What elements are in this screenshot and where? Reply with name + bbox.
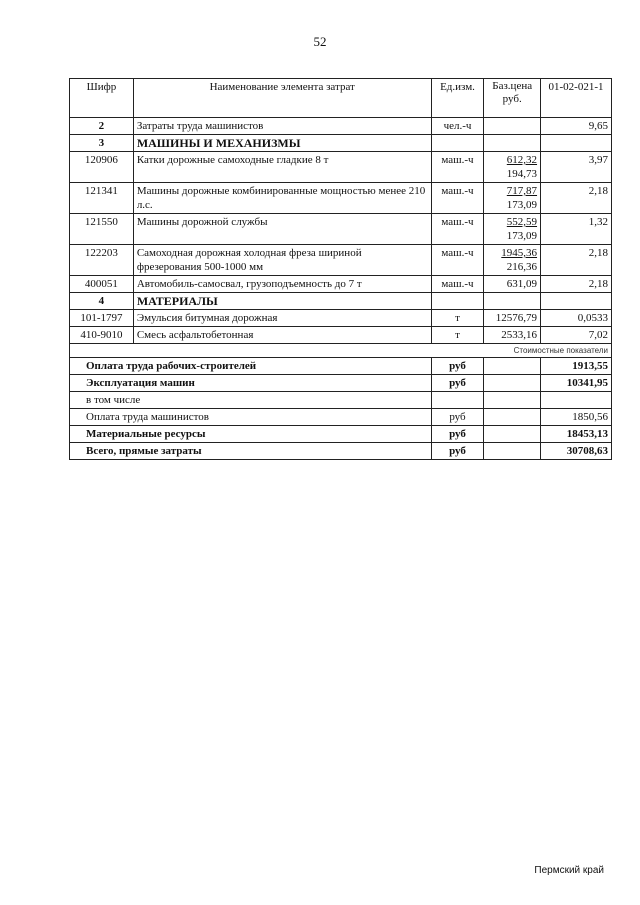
- cost-indicators-caption: Стоимостные показатели: [70, 344, 612, 358]
- row-value: 2,18: [541, 276, 612, 293]
- row-code: 101-1797: [70, 310, 134, 327]
- row-unit: т: [431, 310, 484, 327]
- row-value: 3,97: [541, 152, 612, 183]
- row-value: 2,18: [541, 183, 612, 214]
- row-price-labor: 194,73: [506, 168, 538, 180]
- table-row: [70, 214, 612, 245]
- caption-row: [70, 344, 612, 358]
- summary-row: [70, 358, 612, 375]
- row-code: 121341: [70, 183, 134, 214]
- row-price: [484, 152, 541, 183]
- summary-value: 10341,95: [541, 375, 612, 392]
- row-name: Самоходная дорожная холодная фреза шириной фрезерования 500-1000 мм: [133, 245, 431, 276]
- table-header-row: [70, 79, 612, 118]
- summary-name: Материальные ресурсы: [70, 426, 432, 443]
- page-number: 52: [313, 34, 327, 49]
- row-value: 9,65: [541, 118, 612, 135]
- table-row: [70, 152, 612, 183]
- summary-unit: руб: [431, 358, 484, 375]
- summary-unit: руб: [431, 375, 484, 392]
- row-price: [484, 118, 541, 135]
- row-price-labor: 173,09: [506, 199, 538, 211]
- row-value: 2,18: [541, 245, 612, 276]
- row-code: 122203: [70, 245, 134, 276]
- header-name: Наименование элемента затрат: [133, 79, 431, 118]
- row-code: 2: [70, 118, 134, 135]
- section-row: [70, 293, 612, 310]
- section-code: 4: [70, 293, 134, 310]
- row-value: 1,32: [541, 214, 612, 245]
- summary-value: 30708,63: [541, 443, 612, 460]
- section-row: [70, 135, 612, 152]
- header-unit: Ед.изм.: [431, 79, 484, 118]
- summary-name: Эксплуатация машин: [70, 375, 432, 392]
- table-row: [70, 183, 612, 214]
- footer-region: Пермский край: [534, 865, 604, 876]
- table-row: [70, 327, 612, 344]
- header-code: Шифр: [70, 79, 134, 118]
- summary-unit: руб: [431, 409, 484, 426]
- row-unit: чел.-ч: [431, 118, 484, 135]
- summary-unit: руб: [431, 443, 484, 460]
- row-value: 0,0533: [541, 310, 612, 327]
- row-price-main: 612,32: [506, 154, 538, 166]
- table-row: [70, 118, 612, 135]
- section-title: МАТЕРИАЛЫ: [133, 293, 431, 310]
- row-price: 12576,79: [484, 310, 541, 327]
- row-name: Автомобиль-самосвал, грузоподъемность до 7 т: [133, 276, 431, 293]
- row-unit: маш.-ч: [431, 245, 484, 276]
- row-unit: маш.-ч: [431, 276, 484, 293]
- section-code: 3: [70, 135, 134, 152]
- cost-table: [69, 78, 612, 460]
- summary-unit: руб: [431, 426, 484, 443]
- summary-row: [70, 409, 612, 426]
- table-row: [70, 310, 612, 327]
- row-price-labor: 216,36: [506, 261, 538, 273]
- summary-value: 1913,55: [541, 358, 612, 375]
- row-code: 400051: [70, 276, 134, 293]
- row-price: 2533,16: [484, 327, 541, 344]
- row-price-labor: 173,09: [506, 230, 538, 242]
- row-name: Затраты труда машинистов: [133, 118, 431, 135]
- row-code: 121550: [70, 214, 134, 245]
- summary-name: Оплата труда рабочих-строителей: [70, 358, 432, 375]
- row-price-main: 1945,36: [501, 247, 538, 259]
- row-unit: т: [431, 327, 484, 344]
- summary-row: [70, 392, 612, 409]
- summary-value: 1850,56: [541, 409, 612, 426]
- row-price: [484, 245, 541, 276]
- row-unit: маш.-ч: [431, 214, 484, 245]
- row-name: Машины дорожные комбинированные мощностью менее 210 л.с.: [133, 183, 431, 214]
- header-norm: 01-02-021-1: [541, 79, 612, 118]
- table-row: [70, 245, 612, 276]
- row-code: 120906: [70, 152, 134, 183]
- summary-row: [70, 426, 612, 443]
- summary-name: в том числе: [70, 392, 432, 409]
- header-price: Баз.цена руб.: [484, 79, 541, 118]
- table-row: [70, 276, 612, 293]
- summary-value: 18453,13: [541, 426, 612, 443]
- row-price: [484, 214, 541, 245]
- row-name: Машины дорожной службы: [133, 214, 431, 245]
- row-name: Смесь асфальтобетонная: [133, 327, 431, 344]
- summary-name: Оплата труда машинистов: [70, 409, 432, 426]
- row-name: Эмульсия битумная дорожная: [133, 310, 431, 327]
- summary-row: [70, 443, 612, 460]
- row-price: [484, 183, 541, 214]
- row-price-main: 717,87: [506, 185, 538, 197]
- row-value: 7,02: [541, 327, 612, 344]
- summary-name: Всего, прямые затраты: [70, 443, 432, 460]
- row-unit: маш.-ч: [431, 183, 484, 214]
- row-code: 410-9010: [70, 327, 134, 344]
- row-price-main: 552,59: [506, 216, 538, 228]
- row-price: 631,09: [484, 276, 541, 293]
- section-title: МАШИНЫ И МЕХАНИЗМЫ: [133, 135, 431, 152]
- summary-row: [70, 375, 612, 392]
- row-name: Катки дорожные самоходные гладкие 8 т: [133, 152, 431, 183]
- row-unit: маш.-ч: [431, 152, 484, 183]
